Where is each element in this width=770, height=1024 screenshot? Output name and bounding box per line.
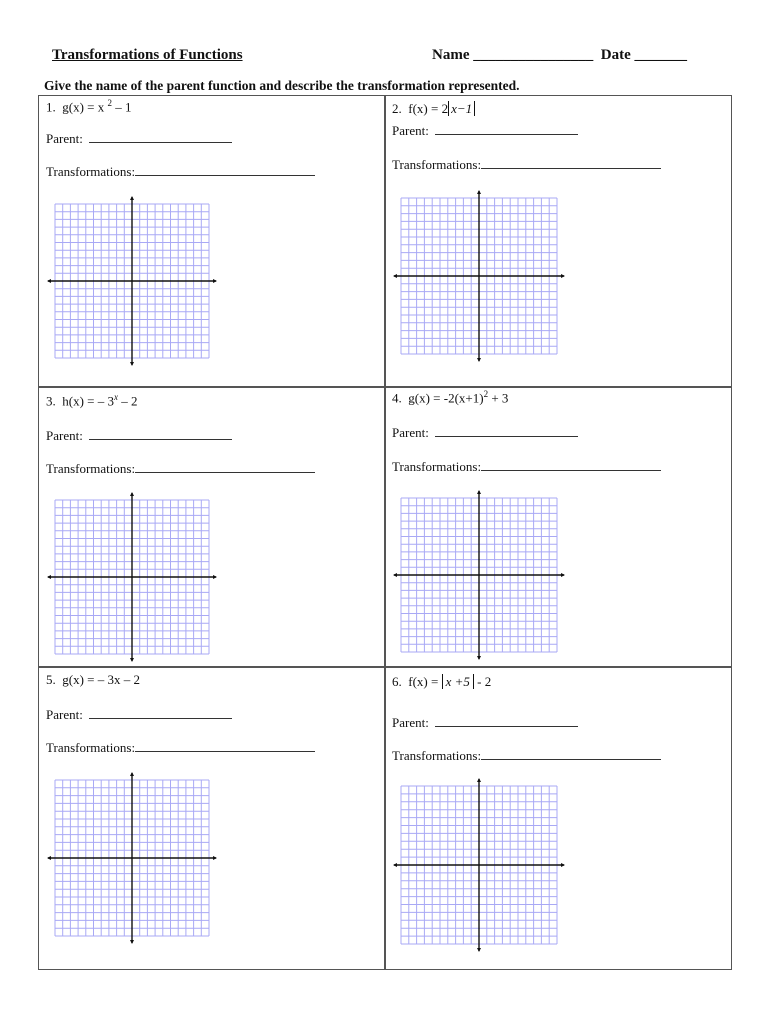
problem-6-transformations[interactable]: Transformations: (392, 748, 661, 764)
coordinate-grid-6[interactable] (393, 778, 565, 952)
coordinate-grid-1[interactable] (47, 196, 217, 366)
problem-4-parent[interactable]: Parent: (392, 425, 578, 441)
problem-1-equation: 1. g(x) = x $^2$ – 1 (46, 98, 132, 115)
problem-6-equation: 6. f(x) = x +5 - 2 (392, 674, 492, 689)
name-date-fields[interactable] (432, 47, 687, 64)
problem-1-transformations[interactable]: Transformations: (46, 164, 315, 180)
row-divider (38, 386, 732, 388)
instructions: Give the name of the parent function and describe the transformation represented. (44, 78, 520, 93)
problem-5-parent[interactable]: Parent: (46, 707, 232, 723)
row-divider (38, 666, 732, 668)
column-divider (384, 95, 386, 970)
problem-5-equation: 5. g(x) = – 3x – 2 (46, 672, 140, 687)
problem-3-equation: 3. h(x) = – 3$^x$ – 2 (46, 392, 138, 409)
coordinate-grid-2[interactable] (393, 190, 565, 362)
name-field[interactable]: Name ________________ (432, 47, 594, 63)
worksheet-title: Transformations of Functions (52, 47, 243, 63)
problem-1-parent[interactable]: Parent: (46, 131, 232, 147)
problem-2-transformations[interactable]: Transformations: (392, 157, 661, 173)
coordinate-grid-4[interactable] (393, 490, 565, 660)
coordinate-grid-5[interactable] (47, 772, 217, 944)
problem-3-transformations[interactable]: Transformations: (46, 461, 315, 477)
problem-2-equation: 2. f(x) = 2 x−1 (392, 101, 475, 117)
problem-5-transformations[interactable]: Transformations: (46, 740, 315, 756)
coordinate-grid-3[interactable] (47, 492, 217, 662)
problem-3-parent[interactable]: Parent: (46, 428, 232, 444)
problem-6-parent[interactable]: Parent: (392, 715, 578, 731)
problem-4-transformations[interactable]: Transformations: (392, 459, 661, 475)
problem-4-equation: 4. $g(x) = -2(x+1)^2 + 3$ (392, 389, 509, 406)
problem-2-parent[interactable]: Parent: (392, 123, 578, 139)
date-field[interactable]: Date _______ (600, 47, 687, 63)
